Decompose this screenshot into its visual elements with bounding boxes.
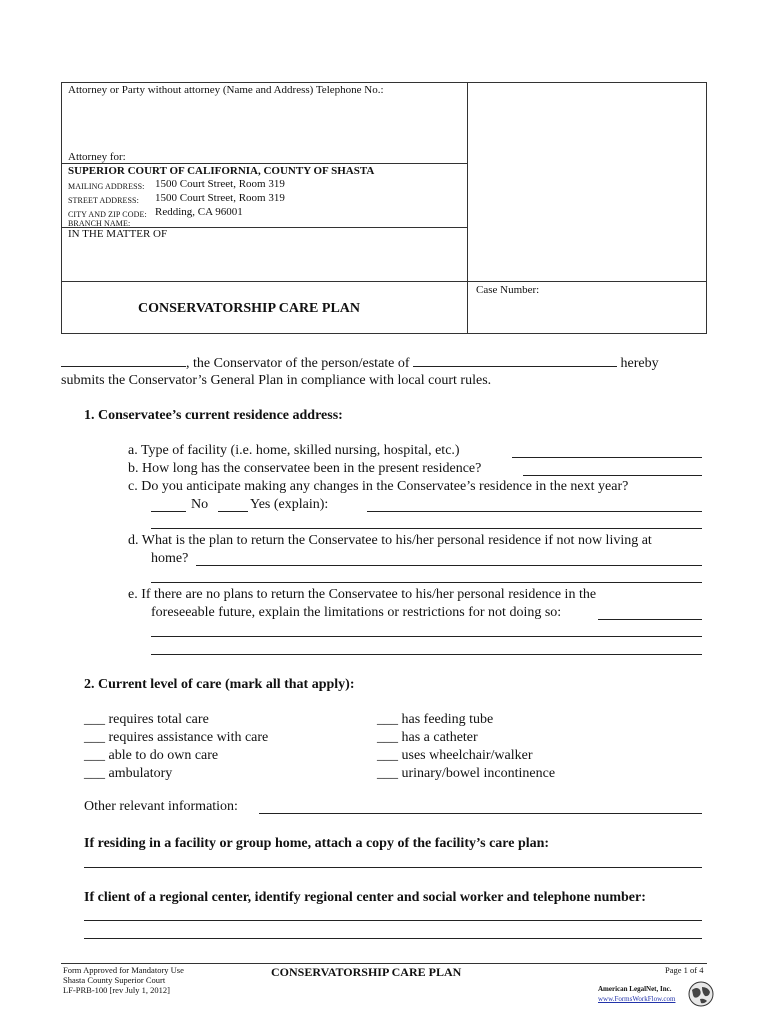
street-address-label: STREET ADDRESS: <box>68 196 139 205</box>
regional-field-2[interactable] <box>84 938 702 939</box>
care-option-ambulatory[interactable] <box>84 765 268 783</box>
return-plan-field-2[interactable] <box>151 582 702 583</box>
footer-brand-name: American LegalNet, Inc. <box>598 985 672 993</box>
section2-heading: 2. Current level of care (mark all that apply): <box>84 677 355 692</box>
rule-attorney <box>61 163 467 164</box>
item-1b: b. How long has the conservatee been in the present residence? <box>128 461 482 476</box>
yes-checkbox-line[interactable] <box>218 511 248 512</box>
care-option-label: urinary/bowel incontinence <box>401 766 556 781</box>
footer-approved: Form Approved for Mandatory Use <box>63 965 184 975</box>
care-blank: ___ <box>84 748 105 763</box>
item-1d-line-1: d. What is the plan to return the Conservatee to his/her personal residence if not now living at <box>128 533 652 548</box>
care-blank: ___ <box>377 748 398 763</box>
care-option-catheter[interactable] <box>377 729 555 747</box>
care-blank: ___ <box>377 730 398 745</box>
other-info-field[interactable] <box>259 813 702 814</box>
intro-line-2: submits the Conservator’s General Plan in compliance with local court rules. <box>61 373 492 388</box>
street-address-value: 1500 Court Street, Room 319 <box>155 192 285 204</box>
care-blank: ___ <box>84 712 105 727</box>
care-option-label: able to do own care <box>108 748 219 763</box>
case-number-label: Case Number: <box>476 284 540 296</box>
care-option-feeding-tube[interactable] <box>377 711 555 729</box>
rule-matter <box>61 281 707 282</box>
globe-logo-icon <box>688 981 714 1007</box>
care-option-assistance[interactable] <box>84 729 268 747</box>
caption-divider <box>467 82 468 334</box>
city-zip-value: Redding, CA 96001 <box>155 206 243 218</box>
branch-name-label: BRANCH NAME: <box>68 219 131 228</box>
care-left-column <box>84 711 268 783</box>
no-label: No <box>191 497 209 512</box>
matter-label: IN THE MATTER OF <box>68 228 168 240</box>
yes-explain-field-2[interactable] <box>151 528 702 529</box>
limitations-field-2[interactable] <box>151 636 702 637</box>
item-1e-line-1: e. If there are no plans to return the Conservatee to his/her personal residence in the <box>128 587 597 602</box>
yes-label: Yes (explain): <box>250 497 329 512</box>
limitations-field-1[interactable] <box>598 619 702 620</box>
intro-end-text: hereby <box>620 356 659 371</box>
footer-left <box>63 965 184 995</box>
footer-court: Shasta County Superior Court <box>63 975 166 985</box>
attorney-label: Attorney or Party without attorney (Name and Address) Telephone No.: <box>68 84 384 96</box>
facility-type-field[interactable] <box>512 457 702 458</box>
footer-rule <box>61 963 707 964</box>
regional-field-1[interactable] <box>84 920 702 921</box>
regional-heading: If client of a regional center, identify regional center and social worker and telephone number: <box>84 890 646 905</box>
footer-brand-url[interactable]: www.FormsWorkFlow.com <box>598 995 676 1003</box>
item-1d-line-2: home? <box>151 551 189 566</box>
intro-mid-text: , the Conservator of the person/estate of <box>186 356 410 371</box>
city-zip-label: CITY AND ZIP CODE: <box>68 210 147 219</box>
care-option-total[interactable] <box>84 711 268 729</box>
care-right-column <box>377 711 555 783</box>
no-checkbox-line[interactable] <box>151 511 186 512</box>
care-blank: ___ <box>377 766 398 781</box>
care-option-label: uses wheelchair/walker <box>401 748 533 763</box>
facility-heading: If residing in a facility or group home, attach a copy of the facility’s care plan: <box>84 836 550 851</box>
section1-heading: 1. Conservatee’s current residence address: <box>84 408 343 423</box>
conservator-name-field[interactable] <box>61 354 186 367</box>
item-1e-line-2: foreseeable future, explain the limitations or restrictions for not doing so: <box>151 605 562 620</box>
other-info-label: Other relevant information: <box>84 799 238 814</box>
footer-page: Page 1 of 4 <box>665 965 704 975</box>
care-option-label: has feeding tube <box>401 712 494 727</box>
care-option-own-care[interactable] <box>84 747 268 765</box>
footer-form-id: LF-PRB-100 [rev July 1, 2012] <box>63 985 170 995</box>
care-option-label: requires total care <box>108 712 209 727</box>
mailing-address-value: 1500 Court Street, Room 319 <box>155 178 285 190</box>
care-blank: ___ <box>84 766 105 781</box>
return-plan-field-1[interactable] <box>196 565 702 566</box>
attorney-for-label: Attorney for: <box>68 151 126 163</box>
care-option-label: has a catheter <box>401 730 478 745</box>
care-blank: ___ <box>377 712 398 727</box>
mailing-address-label: MAILING ADDRESS: <box>68 182 145 191</box>
residence-duration-field[interactable] <box>523 475 702 476</box>
yes-explain-field-1[interactable] <box>367 511 702 512</box>
conservatee-name-field[interactable] <box>413 354 617 367</box>
court-name: SUPERIOR COURT OF CALIFORNIA, COUNTY OF SHASTA <box>68 165 375 177</box>
footer-brand <box>598 984 675 1004</box>
care-option-label: ambulatory <box>108 766 173 781</box>
care-option-label: requires assistance with care <box>108 730 269 745</box>
footer-title: CONSERVATORSHIP CARE PLAN <box>271 965 462 979</box>
item-1a: a. Type of facility (i.e. home, skilled nursing, hospital, etc.) <box>128 443 460 458</box>
care-blank: ___ <box>84 730 105 745</box>
care-option-wheelchair[interactable] <box>377 747 555 765</box>
facility-field[interactable] <box>84 867 702 868</box>
intro-line-1 <box>61 354 659 372</box>
item-1c: c. Do you anticipate making any changes in the Conservatee’s residence in the next year? <box>128 479 629 494</box>
form-title: CONSERVATORSHIP CARE PLAN <box>138 301 360 316</box>
limitations-field-3[interactable] <box>151 654 702 655</box>
care-option-incontinence[interactable] <box>377 765 555 783</box>
